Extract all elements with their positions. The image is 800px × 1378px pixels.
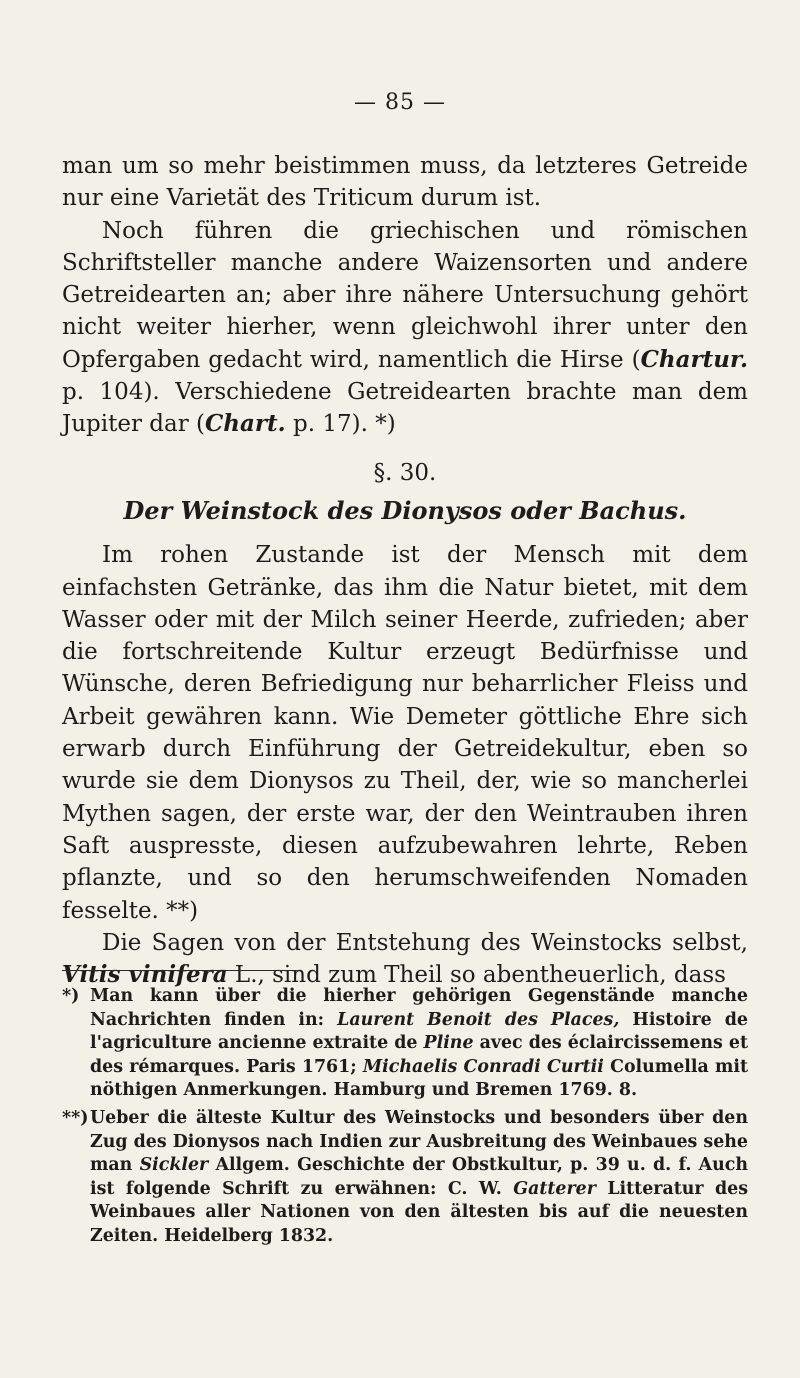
footnote-mark: *) xyxy=(62,986,80,1006)
footnote-mark: **) xyxy=(62,1107,89,1128)
species-name: Vitis vinifera xyxy=(62,961,228,989)
footnote-1 xyxy=(62,985,748,1103)
paragraph-vitis xyxy=(62,927,748,992)
paragraph-dionysos: Im rohen Zustande ist der Mensch mit dem einfachsten Getränke, das ihm die Natur bietet, mit dem Wasser oder mit der Milch seiner Heerde, zufrieden; aber die fortschreitende Kultur erzeugt Bedürfnisse und Wünsche, deren Befriedigung nur beharrlicher Fleiss und Arbeit gewähren kann. Wie Demeter göttliche Ehre sich erwarb durch Einführung der Getreidekultur, eben so wurde sie dem Dionysos zu Theil, der, wie so mancherlei Mythen sagen, der erste war, der den Weintrauben ihren Saft auspresste, diesen aufzubewahren lehrte, Reben pflanzte, und so den herumschweifenden Nomaden fesselte. **) xyxy=(62,542,748,924)
section-title: Der Weinstock des Dionysos oder Bachus. xyxy=(123,495,687,525)
text-run: Die Sagen von der Entstehung des Weinstocks selbst, xyxy=(102,929,748,956)
text-run: Noch führen die griechischen und römischen Schriftsteller manche andere Waizensorten und andere Getreidearten an; aber ihre nähere Untersuchung gehört nicht weiter hierher, wenn gleichwohl ihrer unter den Opfergaben gedacht wird, namentlich die Hirse ( xyxy=(62,217,748,373)
text-run: Man kann über die hierher gehörigen Gegenstände manche Nachrichten finden in: xyxy=(90,986,748,1030)
author-name: Michaelis Conradi Curtii xyxy=(362,1056,604,1077)
paragraph-grain-varieties xyxy=(62,215,748,441)
paragraph-continuation: man um so mehr beistimmen muss, da letzteres Getreide nur eine Varietät des Triticum durum ist. xyxy=(62,153,748,212)
text-run: Histoire de l'agriculture ancienne extraite de xyxy=(90,1009,748,1054)
text-run: Ueber die älteste Kultur des Weinstocks und besonders über den Zug des Dionysos nach Indien zur Ausbreitung des Weinbaues sehe man xyxy=(90,1107,748,1176)
text-run: Allgem. Geschichte der Obstkultur, p. 39 u. d. f. Auch ist folgende Schrift zu erwähnen: C. W. xyxy=(90,1155,748,1199)
page-number: — 85 — xyxy=(354,90,446,115)
footnote-divider xyxy=(62,970,300,971)
citation-chartur: Chartur. xyxy=(640,345,748,373)
text-run: Litteratur des Weinbaues aller Nationen von den ältesten bis auf die neuesten Zeiten. Heidelberg 1832. xyxy=(90,1178,749,1246)
author-name: Pline xyxy=(423,1033,474,1054)
text-run: L., sind zum Theil so abentheuerlich, dass xyxy=(227,962,726,989)
text-run: avec des éclaircissemens et des rémarques. Paris 1761; xyxy=(90,1033,748,1077)
author-name: Gatterer xyxy=(513,1178,596,1199)
author-name: Sickler xyxy=(139,1155,209,1176)
citation-chart: Chart. xyxy=(205,410,286,438)
text-run: p. 104). Verschiedene Getreidearten brachte man dem Jupiter dar ( xyxy=(62,379,748,438)
main-text xyxy=(62,150,748,991)
author-name: Laurent Benoit des Places, xyxy=(337,1009,620,1030)
footnotes xyxy=(62,985,748,1253)
section-number: §. 30. xyxy=(373,459,437,486)
footnote-2 xyxy=(62,1107,748,1249)
text-run: Columella mit nöthigen Anmerkungen. Hamburg und Bremen 1769. 8. xyxy=(90,1056,748,1101)
text-run: p. 17). *) xyxy=(285,411,396,438)
